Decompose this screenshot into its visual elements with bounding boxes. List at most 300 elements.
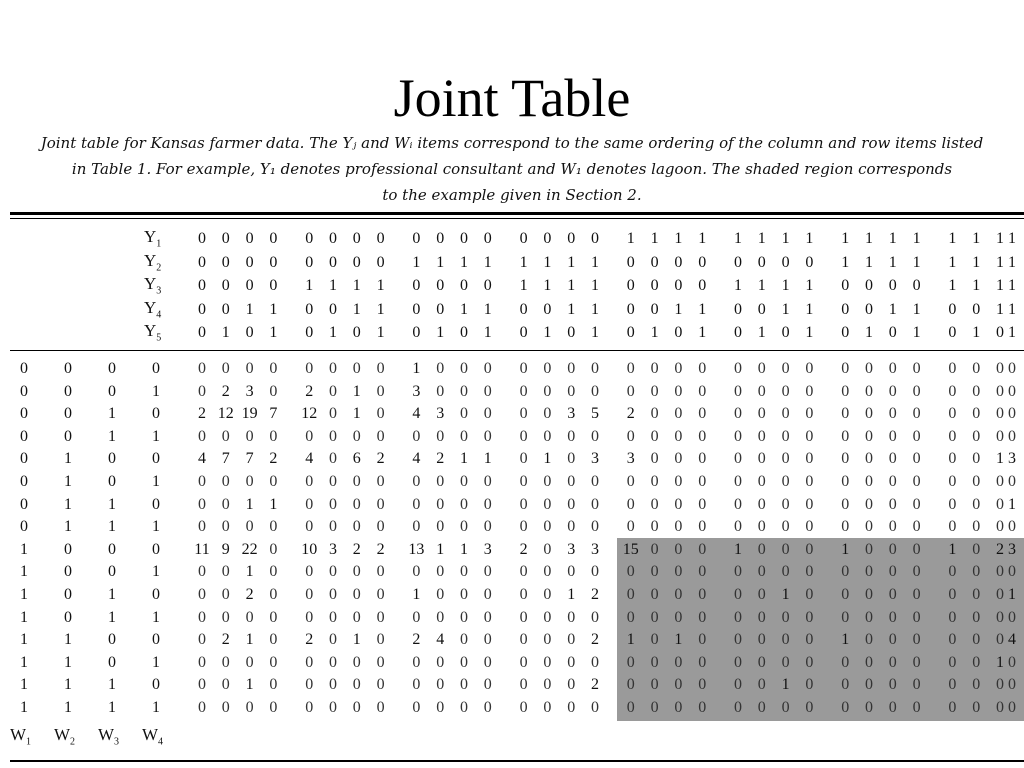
table-cell: 0: [888, 676, 897, 694]
table-cell: 9: [221, 540, 230, 558]
row-key-cell: 0: [64, 586, 72, 603]
table-cell: 0: [269, 653, 278, 671]
header-cell: 0: [376, 253, 385, 271]
row-key-cell: 0: [20, 405, 28, 423]
table-cell: 15: [622, 540, 639, 558]
table-cell: 1: [781, 676, 790, 694]
table-cell: 3: [591, 450, 599, 468]
table-cell: 0: [650, 495, 659, 513]
table-cell: 2: [591, 676, 599, 694]
table-cell: 0: [329, 518, 337, 536]
header-cell: 0: [626, 324, 635, 341]
row-key-cell: 1: [20, 631, 28, 649]
table-cell: 1: [483, 450, 492, 468]
header-cell: 1: [460, 300, 468, 318]
row-key-cell: 0: [152, 495, 160, 513]
row-key-cell: 0: [20, 473, 28, 490]
table-cell: 0: [734, 653, 742, 671]
caption-line-3: to the example given in Section 2.: [382, 186, 642, 204]
table-cell: 0: [305, 473, 314, 490]
header-label-y1: $Y_1$: [144, 227, 162, 250]
row-key-cell: 1: [64, 473, 72, 490]
header-cell: 0: [972, 300, 981, 318]
table-cell: 0: [198, 473, 206, 490]
table-cell: 0: [841, 405, 850, 423]
table-cell: 0: [221, 427, 230, 445]
table-cell: 0: [841, 586, 850, 603]
table-cell: 0: [460, 382, 468, 400]
row-key-cell: 1: [64, 518, 72, 536]
header-cell: 1: [626, 230, 635, 247]
table-cell: 0: [781, 495, 790, 513]
table-cell: 7: [221, 450, 230, 468]
table-cell: 0: [841, 427, 850, 445]
table-cell: 1: [245, 676, 254, 694]
table-cell: 3: [591, 540, 599, 558]
row-key-cell: 1: [108, 608, 116, 626]
table-cell: 0: [674, 360, 683, 377]
table-cell: 0: [460, 586, 468, 603]
table-cell: 0: [245, 518, 254, 536]
table-cell: 0: [865, 495, 873, 513]
table-cell: 0: [888, 495, 897, 513]
table-cell: 12: [301, 405, 318, 423]
table-cell: 0: [912, 631, 921, 649]
table-cell: 0: [781, 360, 790, 377]
table-cell: 0: [352, 608, 361, 626]
table-cell: 2: [305, 631, 314, 649]
table-cell: 0: [865, 586, 873, 603]
table-cell: 3: [626, 450, 635, 468]
table-cell: 0: [865, 473, 873, 490]
table-cell: 0: [972, 563, 981, 581]
table-cell: 1: [352, 405, 361, 423]
table-cell: 0: [805, 563, 814, 581]
table-cell: 0: [996, 586, 1004, 603]
header-cell: 1: [948, 253, 957, 271]
header-cell: 0: [591, 230, 599, 247]
table-cell: 0: [221, 676, 230, 694]
header-cell: 0: [734, 300, 742, 318]
header-cell: 0: [674, 277, 683, 294]
table-cell: 0: [305, 699, 314, 716]
table-cell: 0: [198, 382, 206, 400]
header-cell: 1: [757, 230, 766, 247]
table-cell: 0: [757, 382, 766, 400]
table-cell: 0: [626, 473, 635, 490]
table-cell: 0: [912, 427, 921, 445]
table-cell: 19: [241, 405, 258, 423]
table-cell: 0: [352, 653, 361, 671]
table-cell: 0: [650, 699, 659, 716]
header-cell: 0: [460, 324, 468, 341]
header-cell: 1: [888, 230, 897, 247]
header-cell: 1: [948, 277, 957, 294]
table-cell: 0: [221, 563, 230, 581]
header-cell: 1: [329, 277, 337, 294]
header-cell: 1: [888, 253, 897, 271]
table-cell: 0: [436, 427, 445, 445]
table-cell: 0: [805, 608, 814, 626]
table-cell: 0: [376, 699, 385, 716]
table-cell: 0: [1008, 653, 1016, 671]
header-cell: 1: [912, 253, 921, 271]
header-cell: 0: [626, 253, 635, 271]
header-separator-rule: [10, 350, 1024, 351]
header-cell: 1: [567, 277, 576, 294]
row-key-cell: 1: [152, 653, 160, 671]
table-cell: 0: [460, 699, 468, 716]
header-label-y4: $Y_4$: [144, 297, 162, 320]
table-cell: 0: [912, 360, 921, 377]
table-cell: 0: [674, 450, 683, 468]
row-key-cell: 0: [108, 450, 116, 468]
table-cell: 0: [329, 653, 337, 671]
table-cell: 0: [519, 631, 528, 649]
row-key-cell: 0: [152, 450, 160, 468]
table-cell: 0: [329, 699, 337, 716]
row-key-cell: 1: [152, 518, 160, 536]
table-cell: 0: [996, 699, 1004, 716]
row-key-cell: 0: [152, 676, 160, 694]
table-cell: 22: [241, 540, 258, 558]
table-cell: 0: [948, 586, 957, 603]
table-cell: 0: [221, 653, 230, 671]
row-key-cell: 0: [20, 495, 28, 513]
table-cell: 0: [781, 450, 790, 468]
table-cell: 0: [781, 427, 790, 445]
footer-label-w1: $W_1$: [10, 724, 32, 747]
table-cell: 0: [329, 382, 337, 400]
row-key-cell: 1: [64, 653, 72, 671]
table-cell: 6: [352, 450, 361, 468]
table-cell: 0: [972, 495, 981, 513]
slide-title: Joint Table: [393, 68, 631, 128]
table-cell: 0: [674, 563, 683, 581]
table-cell: 0: [269, 586, 278, 603]
table-cell: 0: [483, 653, 492, 671]
table-cell: 0: [567, 495, 576, 513]
table-cell: 0: [996, 427, 1004, 445]
table-cell: 0: [757, 586, 766, 603]
table-cell: 0: [221, 586, 230, 603]
table-cell: 0: [483, 563, 492, 581]
row-key-cell: 1: [152, 382, 160, 400]
table-cell: 0: [567, 653, 576, 671]
row-key-cell: 0: [64, 382, 72, 400]
table-cell: 0: [996, 518, 1004, 536]
row-key-cell: 1: [108, 518, 116, 536]
table-cell: 0: [841, 518, 850, 536]
table-cell: 0: [734, 450, 742, 468]
table-cell: 0: [567, 427, 576, 445]
row-key-cell: 0: [20, 360, 28, 377]
table-cell: 0: [460, 608, 468, 626]
table-cell: 1: [996, 653, 1004, 671]
table-cell: 0: [757, 518, 766, 536]
table-cell: 0: [591, 427, 599, 445]
header-cell: 1: [650, 230, 659, 247]
table-cell: 0: [626, 608, 635, 626]
table-cell: 0: [519, 427, 528, 445]
table-cell: 1: [412, 360, 421, 377]
table-cell: 0: [352, 563, 361, 581]
row-key-cell: 0: [108, 631, 116, 649]
table-cell: 0: [757, 427, 766, 445]
table-cell: 0: [734, 495, 742, 513]
header-cell: 1: [805, 277, 814, 294]
table-cell: 0: [888, 450, 897, 468]
table-cell: 0: [460, 631, 468, 649]
table-cell: 0: [650, 676, 659, 694]
table-cell: 0: [626, 586, 635, 603]
table-cell: 0: [412, 518, 421, 536]
row-key-cell: 0: [152, 631, 160, 649]
table-cell: 0: [483, 586, 492, 603]
header-cell: 1: [436, 324, 445, 341]
table-cell: 0: [650, 382, 659, 400]
table-cell: 0: [996, 608, 1004, 626]
table-cell: 0: [650, 563, 659, 581]
header-cell: 1: [996, 277, 1004, 294]
header-cell: 0: [305, 230, 314, 247]
table-cell: 0: [483, 518, 492, 536]
table-cell: 0: [483, 608, 492, 626]
table-cell: 0: [591, 518, 599, 536]
header-cell: 1: [543, 277, 552, 294]
table-cell: 0: [269, 631, 278, 649]
table-cell: 0: [305, 518, 314, 536]
header-cell: 0: [674, 324, 683, 341]
table-cell: 0: [567, 699, 576, 716]
header-cell: 0: [996, 324, 1004, 341]
header-cell: 1: [376, 300, 385, 318]
table-cell: 0: [757, 473, 766, 490]
table-cell: 1: [460, 450, 468, 468]
row-key-cell: 1: [152, 608, 160, 626]
table-cell: 0: [757, 631, 766, 649]
header-cell: 0: [626, 277, 635, 294]
header-cell: 0: [436, 277, 445, 294]
header-cell: 1: [543, 324, 552, 341]
table-cell: 0: [948, 563, 957, 581]
table-cell: 0: [841, 653, 850, 671]
caption-line-2: in Table 1. For example, Y₁ denotes professional consultant and W₁ denotes lagoon. The shaded region corresponds: [71, 160, 953, 178]
row-key-cell: 0: [108, 360, 116, 377]
table-cell: 0: [996, 676, 1004, 694]
table-cell: 1: [245, 495, 254, 513]
table-cell: 0: [543, 427, 552, 445]
header-cell: 0: [352, 324, 361, 341]
table-cell: 0: [734, 608, 742, 626]
table-cell: 0: [781, 631, 790, 649]
table-cell: 0: [221, 699, 230, 716]
table-cell: 0: [305, 653, 314, 671]
table-cell: 3: [567, 540, 576, 558]
table-cell: 0: [460, 495, 468, 513]
table-cell: 11: [194, 540, 210, 558]
row-key-cell: 1: [108, 699, 116, 716]
table-cell: 0: [305, 427, 314, 445]
header-cell: 1: [591, 300, 599, 318]
table-cell: 0: [805, 495, 814, 513]
table-cell: 0: [352, 473, 361, 490]
header-cell: 0: [198, 277, 206, 294]
row-key-cell: 0: [64, 360, 72, 377]
table-cell: 3: [436, 405, 445, 423]
table-cell: 0: [269, 676, 278, 694]
header-cell: 0: [198, 300, 206, 318]
table-cell: 0: [376, 427, 385, 445]
header-cell: 0: [841, 324, 850, 341]
row-key-cell: 1: [64, 699, 72, 716]
table-cell: 0: [376, 382, 385, 400]
header-cell: 0: [412, 277, 421, 294]
table-cell: 0: [972, 540, 981, 558]
table-cell: 0: [698, 405, 707, 423]
table-cell: 0: [805, 676, 814, 694]
table-cell: 1: [841, 540, 850, 558]
table-cell: 0: [198, 653, 206, 671]
table-cell: 0: [888, 563, 897, 581]
table-cell: 0: [674, 586, 683, 603]
table-cell: 0: [460, 518, 468, 536]
table-cell: 0: [698, 540, 707, 558]
table-cell: 0: [805, 450, 814, 468]
table-cell: 0: [674, 518, 683, 536]
header-cell: 0: [436, 230, 445, 247]
table-cell: 0: [674, 495, 683, 513]
table-cell: 0: [948, 473, 957, 490]
table-cell: 1: [1008, 586, 1016, 603]
table-cell: 0: [734, 360, 742, 377]
table-cell: 0: [198, 427, 206, 445]
header-cell: 1: [483, 253, 492, 271]
table-cell: 0: [376, 405, 385, 423]
table-cell: 0: [757, 699, 766, 716]
header-label-y5: $Y_5$: [144, 321, 162, 344]
header-cell: 1: [996, 300, 1004, 318]
table-cell: 0: [198, 563, 206, 581]
row-key-cell: 1: [108, 586, 116, 603]
header-cell: 0: [888, 277, 897, 294]
table-cell: 0: [948, 653, 957, 671]
table-cell: 2: [376, 540, 385, 558]
table-cell: 0: [460, 653, 468, 671]
table-cell: 2: [591, 586, 599, 603]
table-cell: 0: [519, 382, 528, 400]
row-key-cell: 1: [20, 676, 28, 694]
header-label-y3: $Y_3$: [144, 274, 162, 297]
table-cell: 0: [591, 360, 599, 377]
header-cell: 1: [781, 300, 790, 318]
table-cell: 0: [757, 540, 766, 558]
header-cell: 0: [567, 324, 576, 341]
table-cell: 0: [543, 699, 552, 716]
table-cell: 0: [734, 586, 742, 603]
table-cell: 0: [483, 405, 492, 423]
table-cell: 1: [948, 540, 957, 558]
table-cell: 0: [734, 699, 742, 716]
table-cell: 1: [543, 450, 552, 468]
table-cell: 0: [269, 540, 278, 558]
table-cell: 0: [888, 405, 897, 423]
header-cell: 0: [198, 253, 206, 271]
table-cell: 0: [198, 631, 206, 649]
table-cell: 0: [198, 699, 206, 716]
table-cell: 0: [650, 473, 659, 490]
table-cell: 0: [865, 450, 873, 468]
row-key-cell: 0: [152, 540, 160, 558]
table-cell: 0: [698, 473, 707, 490]
table-cell: 0: [650, 450, 659, 468]
table-cell: 0: [591, 699, 599, 716]
table-cell: 0: [436, 382, 445, 400]
table-top-rule: [10, 212, 1024, 215]
table-cell: 0: [948, 360, 957, 377]
table-cell: 0: [221, 495, 230, 513]
header-cell: 1: [972, 253, 981, 271]
table-cell: 0: [805, 405, 814, 423]
table-cell: 0: [269, 699, 278, 716]
table-cell: 0: [412, 653, 421, 671]
header-cell: 0: [734, 253, 742, 271]
table-cell: 1: [734, 540, 742, 558]
table-cell: 0: [412, 427, 421, 445]
header-cell: 1: [519, 253, 528, 271]
header-cell: 1: [245, 300, 254, 318]
table-cell: 0: [698, 631, 707, 649]
table-cell: 0: [1008, 360, 1016, 377]
table-cell: 0: [972, 586, 981, 603]
table-cell: 0: [972, 653, 981, 671]
caption-line-1: Joint table for Kansas farmer data. The Yⱼ and Wᵢ items correspond to the same ordering of the column and row items listed: [40, 134, 984, 152]
header-cell: 0: [329, 230, 337, 247]
table-cell: 2: [519, 540, 528, 558]
table-cell: 0: [674, 608, 683, 626]
row-key-cell: 0: [64, 563, 72, 581]
table-cell: 4: [436, 631, 445, 649]
table-cell: 0: [865, 631, 873, 649]
row-key-cell: 1: [152, 473, 160, 490]
header-cell: 0: [674, 253, 683, 271]
table-cell: 1: [626, 631, 635, 649]
table-cell: 0: [734, 518, 742, 536]
header-cell: 1: [305, 277, 314, 294]
table-cell: 0: [329, 405, 337, 423]
table-cell: 0: [245, 427, 254, 445]
table-cell: 0: [650, 518, 659, 536]
header-cell: 1: [269, 324, 278, 341]
header-cell: 1: [1008, 277, 1016, 294]
header-cell: 0: [757, 253, 766, 271]
table-cell: 0: [1008, 699, 1016, 716]
row-key-cell: 0: [20, 450, 28, 468]
table-cell: 0: [972, 473, 981, 490]
row-key-cell: 1: [108, 427, 116, 445]
table-cell: 0: [888, 540, 897, 558]
table-cell: 0: [972, 382, 981, 400]
header-cell: 1: [1008, 230, 1016, 247]
table-cell: 0: [912, 450, 921, 468]
table-cell: 0: [483, 427, 492, 445]
table-cell: 0: [436, 518, 445, 536]
table-cell: 4: [305, 450, 314, 468]
header-cell: 1: [996, 230, 1004, 247]
table-cell: 2: [376, 450, 385, 468]
row-key-cell: 1: [20, 699, 28, 716]
table-cell: 0: [912, 405, 921, 423]
